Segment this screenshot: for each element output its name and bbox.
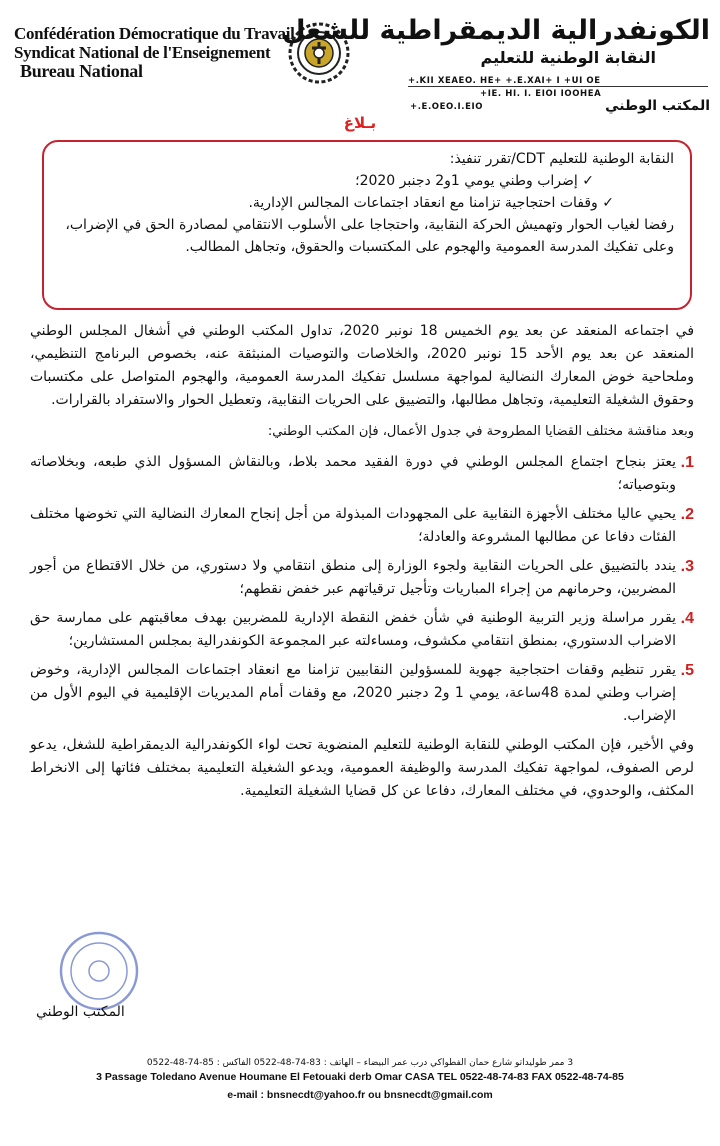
official-stamp bbox=[58, 930, 140, 1012]
list-item bbox=[30, 659, 694, 728]
box-item-strike: ✓ إضراب وطني يومي 1و2 دجنبر 2020؛ bbox=[355, 173, 594, 189]
list-item bbox=[30, 451, 694, 497]
box-text: رفضا لغياب الحوار وتهميش الحركة النقابية، واحتجاجا على الأسلوب الانتقامي لمصادرة الحق في الإضراب، وعلى تفكيك المدرسة العمومية والهجوم على المكتسبات والحقوق، وتجاهل المطالب. bbox=[65, 217, 674, 255]
letterhead bbox=[0, 0, 720, 118]
footer-address-ar: 3 ممر طوليداتو شارع حمان الفطواكي درب عمر البيضاء – الهاتف : 83-74-48-0522 الفاكس : 85-74-48-0522 bbox=[146, 1058, 574, 1068]
signature: المكتب الوطني bbox=[36, 1004, 125, 1020]
ar-syndicat: النقابة الوطنية للتعليم bbox=[480, 48, 656, 67]
item-text: يحيي عاليا مختلف الأجهزة النقابية على المجهودات المبذولة من أجل إنجاح المعارك النضالية التي تخوضها مختلف الفئات دفاعا عن مطالبها المشروعة والعادلة؛ bbox=[30, 506, 676, 545]
tifinagh-line-2: +IE. HI. I. EIOI IOOHEA bbox=[480, 89, 602, 99]
footer-email: e-mail : bnsnecdt@yahoo.fr ou bnsnecdt@gmail.com bbox=[227, 1089, 493, 1101]
item-text: يقرر تنظيم وقفات احتجاجية جهوية للمسؤولين النقابيين تزامنا مع انعقاد اجتماعات المجالس الإدارية، وخوض إضراب وطني لمدة 48ساعة، يومي 1 و2 دجنبر 2020، مع وقفات أمام المديريات الإقليمية في اليوم الأول من الإضراب. bbox=[30, 662, 676, 724]
item-text: يندد بالتضييق على الحريات النقابية ولجوء الوزارة إلى منطق انتقامي ولا دستوري، من خلال الاقتطاع من أجور المضربين، وحرمانهم من إجراء المباريات وتأجيل ترقياتهم عبر خفض نقطهم؛ bbox=[30, 558, 676, 597]
box-line1: النقابة الوطنية للتعليم CDT/تقرر تنفيذ: bbox=[449, 151, 674, 167]
footer bbox=[0, 1056, 720, 1102]
intro-paragraph: في اجتماعه المنعقد عن بعد يوم الخميس 18 نونبر 2020، تداول المكتب الوطني في أشغال المجلس الوطني المنعقد عن بعد يوم الأحد 15 نونبر 2020، والخلاصات والتوصيات المنبثقة عنه، بخصوص البرنامج التنظيمي، وملحاحية خوض المعارك النضالية لمواجهة مسلسل تفكيك المدرسة العمومية، والهجوم المتواصل على مكتسبات وحقوق الشغيلة التعليمية، وتجاهل مطالبها، والتضييق على الحريات النقابية، وتعطيل الحوار والاستفراد بالقرارات. bbox=[30, 323, 695, 408]
item-number: 2. bbox=[680, 506, 694, 523]
list-item bbox=[30, 555, 694, 601]
fr-bureau: Bureau National bbox=[20, 61, 143, 81]
item-number: 1. bbox=[680, 454, 694, 471]
summary-box bbox=[42, 140, 692, 310]
fr-confederation: Confédération Démocratique du Travail bbox=[14, 24, 295, 43]
ar-bureau: المكتب الوطني bbox=[605, 98, 710, 114]
fr-syndicat: Syndicat National de l'Enseignement bbox=[14, 43, 271, 62]
arabic-header bbox=[282, 14, 710, 68]
list-item bbox=[30, 607, 694, 653]
item-text: يعتز بنجاح اجتماع المجلس الوطني في دورة الفقيد محمد بلاط، وبالنقاش المسؤول الذي طبعه، وبخلاصاته وبتوصياته؛ bbox=[30, 454, 676, 493]
notice-title: بـلاغ bbox=[343, 114, 377, 132]
statement-body bbox=[30, 320, 694, 811]
closing-paragraph: وفي الأخير، فإن المكتب الوطني للنقابة الوطنية للتعليم المنضوية تحت لواء الكونفدرالية الديمقراطية للشغل، يدعو لرص الصفوف، لمواجهة تفكيك المدرسة والوظيفة العمومية، ويدعو الشغيلة التعليمية بمختلف فئاتها إلى الانخراط المكثف، والوحدوي، في مختلف المعارك، دفاعا عن كل قضايا الشغيلة التعليمية. bbox=[30, 737, 694, 799]
tifinagh-line-3: +.E.OEO.I.EIO bbox=[410, 102, 484, 112]
footer-address-fr: 3 Passage Toledano Avenue Houmane El Fetouaki derb Omar CASA TEL 0522-48-74-83 FAX 0522-48-74-85 bbox=[96, 1071, 624, 1083]
intro-transition: وبعد مناقشة مختلف القضايا المطروحة في جدول الأعمال، فإن المكتب الوطني: bbox=[267, 424, 694, 439]
item-text: يقرر مراسلة وزير التربية الوطنية في شأن خفض النقطة الإدارية للمضربين بهدف معاقبتهم على ممارسة حق الاضراب الدستوري، بمنطق انتقامي مكشوف، ومساءلته عبر المجموعة الكونفدرالية بمجلس المستشارين؛ bbox=[30, 610, 676, 649]
decisions-list bbox=[30, 451, 694, 728]
list-item bbox=[30, 503, 694, 549]
item-number: 3. bbox=[680, 558, 694, 575]
item-number: 4. bbox=[680, 610, 694, 627]
box-item-protests: ✓ وقفات احتجاجية تزامنا مع انعقاد اجتماعات المجالس الإدارية. bbox=[248, 195, 614, 211]
item-number: 5. bbox=[680, 662, 694, 679]
tifinagh-line-1: +.KII XEAEO. HE+ +.E.XAI+ I +UI OE bbox=[408, 76, 601, 86]
french-header bbox=[14, 24, 295, 81]
ar-confederation: الكونفدرالية الديمقراطية للشغل bbox=[282, 15, 710, 46]
